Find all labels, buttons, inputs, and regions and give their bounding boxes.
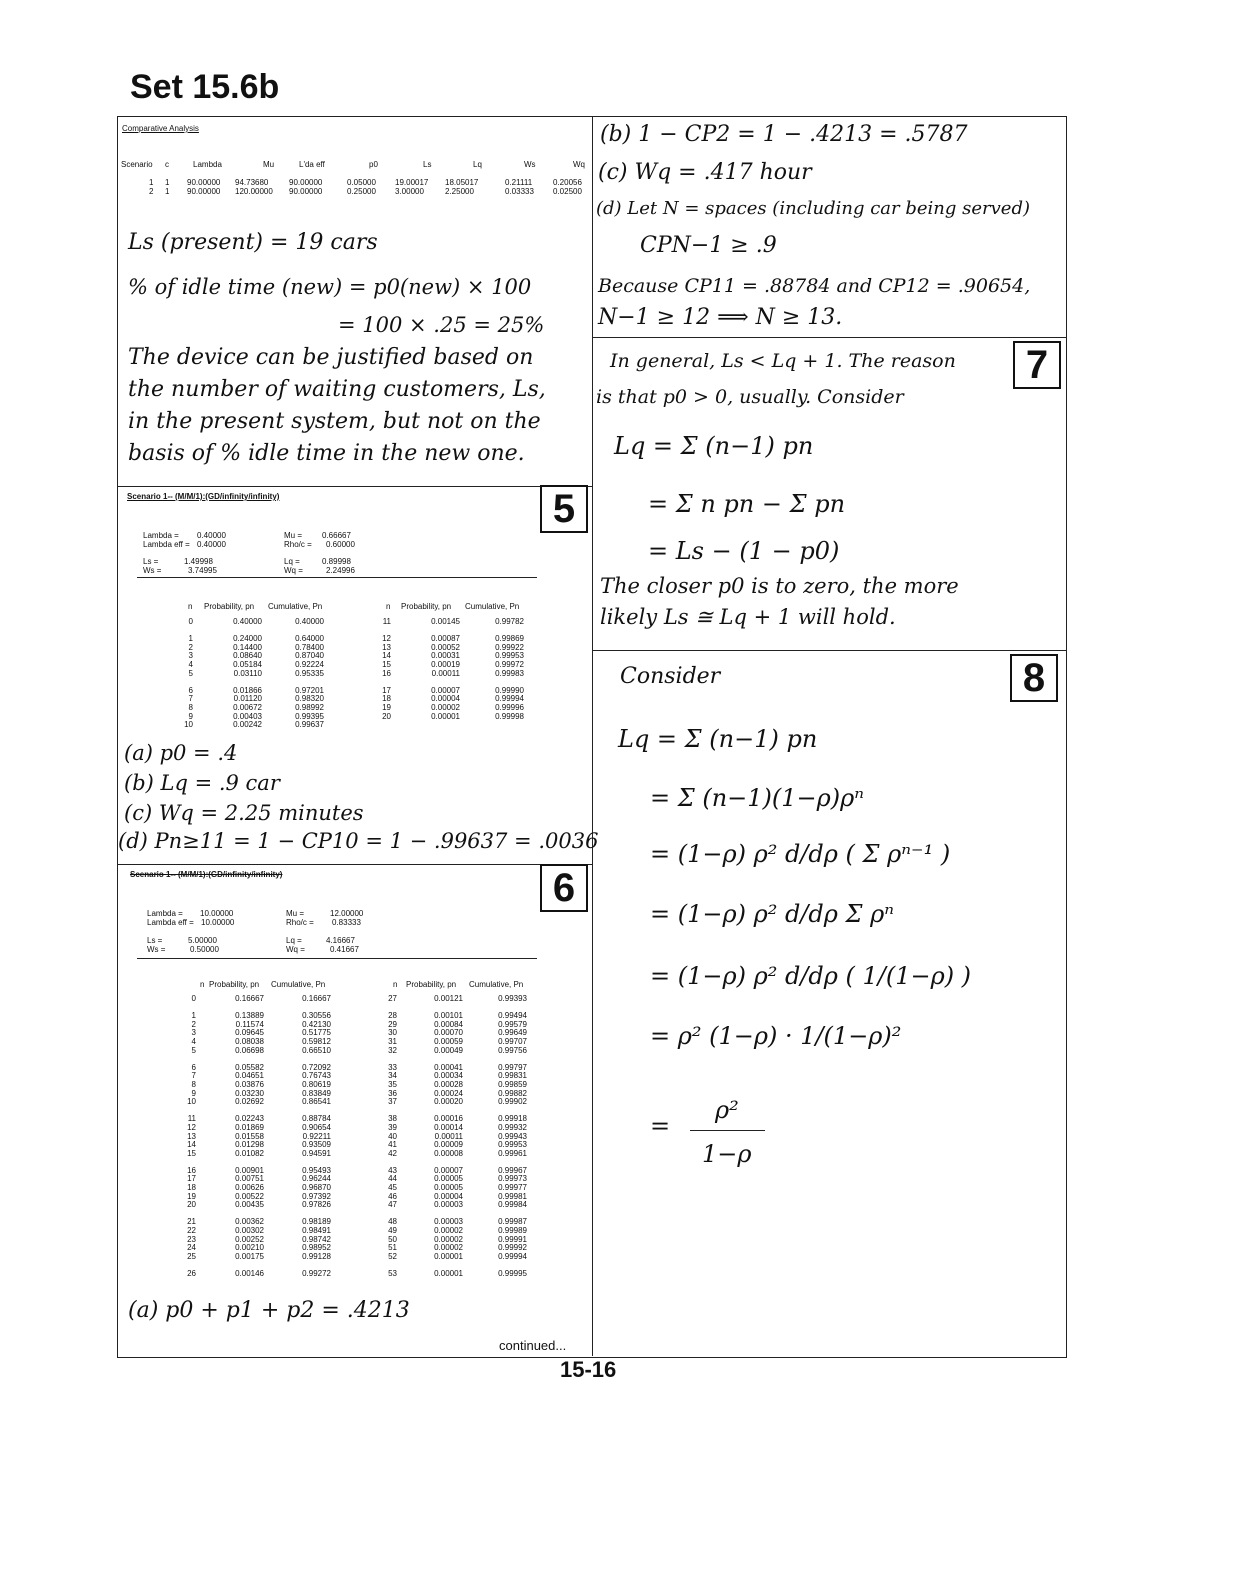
- s6-ws: 0.50000: [190, 945, 219, 954]
- s6-col-p-left: Probability, pn: [209, 980, 260, 989]
- cell: 1: [165, 178, 170, 187]
- s6-cp-condition: CPN−1 ≥ .9: [640, 233, 777, 258]
- s6-lambda-eff: 10.00000: [201, 918, 235, 927]
- s6-mu: 12.00000: [330, 909, 364, 918]
- s5-answer-c: (c) Wq = 2.25 minutes: [124, 801, 364, 825]
- scenario-title-6: Scenario 1-- (M/M/1):(GD/infinity/infinity): [130, 870, 283, 879]
- cell: 90.00000: [289, 187, 323, 196]
- cell: 1: [149, 178, 154, 187]
- s5-lambda-eff: 0.40000: [197, 540, 226, 549]
- divider-left-1: [117, 486, 593, 487]
- problem-badge-5: 5: [540, 485, 588, 533]
- hand-conclusion-2: the number of waiting customers, Ls,: [128, 377, 546, 402]
- cell: 90.00000: [187, 178, 221, 187]
- divider-right-2: [592, 650, 1066, 651]
- s6-answer-d: (d) Let N = spaces (including car being served): [596, 198, 1030, 219]
- cell: 2.25000: [445, 187, 474, 196]
- s6-col-c-right: Cumulative, Pn: [469, 980, 524, 989]
- cell: 0.03333: [505, 187, 534, 196]
- cell: 0.21111: [505, 178, 533, 187]
- s6-wq-label: Wq =: [286, 945, 305, 954]
- s5-col-c-right: Cumulative, Pn: [465, 602, 520, 611]
- s6-p-left: 0.16667 0.13889 0.11574 0.09645 0.08038 0.06698 0.05582 0.04651 0.03876 0.03230 0.02692 0.02243 0.01869 0.01558 0.01298 0.01082 0.00901 0.00751 0.00626 0.00522 0.00435 0.00362 0.00302 0.00252 0.00210 0.00175 0.00146: [235, 994, 264, 1278]
- hand-conclusion-4: basis of % idle time in the new one.: [128, 441, 525, 466]
- s5-n-right: 11 12 13 14 15 16 17 18 19 20: [382, 617, 391, 721]
- s5-ws-label: Ws =: [143, 566, 162, 575]
- s5-n-left: 0 1 2 3 4 5 6 7 8 9 10: [184, 617, 193, 730]
- hand-conclusion-3: in the present system, but not on the: [128, 409, 541, 434]
- s8-line-4: = (1−ρ) ρ² d/dρ Σ ρⁿ: [650, 900, 894, 928]
- s5-rho: 0.60000: [326, 540, 355, 549]
- s6-lq: 4.16667: [326, 936, 355, 945]
- col-scenario: Scenario: [121, 160, 153, 169]
- s6-rho: 0.83333: [332, 918, 361, 927]
- continued-note: continued...: [499, 1338, 567, 1353]
- s6-mu-label: Mu =: [286, 909, 305, 918]
- s5-mu: 0.66667: [322, 531, 351, 540]
- cell: 90.00000: [187, 187, 221, 196]
- s6-n-right: 27 28 29 30 31 32 33 34 35 36 37 38 39 40 41 42 43 44 45 46 47 48 49 50 51 52 53: [388, 994, 397, 1278]
- s5-lambda-eff-label: Lambda eff =: [143, 540, 190, 549]
- s6-lambda-label: Lambda =: [147, 909, 183, 918]
- col-ls: Ls: [423, 160, 432, 169]
- s6-ls-label: Ls =: [147, 936, 163, 945]
- s8-final-numerator: ρ²: [715, 1096, 739, 1124]
- s5-lambda: 0.40000: [197, 531, 226, 540]
- cell: 3.00000: [395, 187, 424, 196]
- col-c: c: [165, 160, 169, 169]
- s6-p-right: 0.00121 0.00101 0.00084 0.00070 0.00059 0.00049 0.00041 0.00034 0.00028 0.00024 0.00020 0.00016 0.00014 0.00011 0.00009 0.00008 0.00007 0.00005 0.00005 0.00004 0.00003 0.00003 0.00002 0.00002 0.00002 0.00001 0.00001: [434, 994, 463, 1278]
- comparative-header: [121, 160, 589, 170]
- s7-line-5: = Ls − (1 − p0): [648, 537, 840, 565]
- s8-line-3: = (1−ρ) ρ² d/dρ ( Σ ρⁿ⁻¹ ): [650, 840, 951, 868]
- problem-badge-6: 6: [540, 864, 588, 912]
- s6-conclusion: N−1 ≥ 12 ⟹ N ≥ 13.: [598, 305, 843, 330]
- s8-line-2: = Σ (n−1)(1−ρ)ρⁿ: [650, 784, 864, 812]
- col-p0: p0: [369, 160, 378, 169]
- s5-wq-label: Wq =: [284, 566, 303, 575]
- cell: 0.20056: [553, 178, 582, 187]
- s5-col-n-left: n: [188, 602, 193, 611]
- s8-line-1: Lq = Σ (n−1) pn: [618, 725, 818, 753]
- s8-line-5: = (1−ρ) ρ² d/dρ ( 1/(1−ρ) ): [650, 962, 972, 990]
- s7-line-6: The closer p0 is to zero, the more: [600, 574, 959, 598]
- s5-ls-label: Ls =: [143, 557, 159, 566]
- col-mu: Mu: [263, 160, 275, 169]
- s8-line-6: = ρ² (1−ρ) · 1/(1−ρ)²: [650, 1022, 902, 1050]
- cell: 18.05017: [445, 178, 479, 187]
- s5-lq: 0.89998: [322, 557, 351, 566]
- col-wq: Wq: [573, 160, 585, 169]
- s6-answer-a: (a) p0 + p1 + p2 = .4213: [128, 1298, 410, 1323]
- col-lda-eff: L'da eff: [299, 160, 325, 169]
- s5-c-right: 0.99782 0.99869 0.99922 0.99953 0.99972 0.99983 0.99990 0.99994 0.99996 0.99998: [495, 617, 524, 721]
- s6-rho-label: Rho/c =: [286, 918, 314, 927]
- cell: 0.05000: [347, 178, 376, 187]
- cell: 0.02500: [553, 187, 582, 196]
- s6-ls: 5.00000: [188, 936, 217, 945]
- s5-lambda-label: Lambda =: [143, 531, 179, 540]
- s6-c-right: 0.99393 0.99494 0.99579 0.99649 0.99707 0.99756 0.99797 0.99831 0.99859 0.99882 0.99902 0.99918 0.99932 0.99943 0.99953 0.99961 0.99967 0.99973 0.99977 0.99981 0.99984 0.99987 0.99989 0.99991 0.99992 0.99994 0.99995: [498, 994, 527, 1278]
- cell: 1: [165, 187, 170, 196]
- cell: 120.00000: [235, 187, 273, 196]
- s5-ws: 3.74995: [188, 566, 217, 575]
- hand-conclusion-1: The device can be justified based on: [128, 345, 534, 370]
- hand-ls-present: Ls (present) = 19 cars: [128, 230, 378, 255]
- col-ws: Ws: [524, 160, 536, 169]
- hand-idle-result: = 100 × .25 = 25%: [338, 313, 545, 337]
- s6-col-p-right: Probability, pn: [406, 980, 457, 989]
- scenario-title-5: Scenario 1-- (M/M/1):(GD/infinity/infinity): [127, 492, 280, 501]
- s8-consider: Consider: [620, 664, 721, 689]
- s6-answer-b: (b) 1 − CP2 = 1 − .4213 = .5787: [600, 122, 968, 147]
- cell: 0.25000: [347, 187, 376, 196]
- s5-p-right: 0.00145 0.00087 0.00052 0.00031 0.00019 0.00011 0.00007 0.00004 0.00002 0.00001: [431, 617, 460, 721]
- s6-col-n-left: n: [200, 980, 205, 989]
- s6-lq-label: Lq =: [286, 936, 302, 945]
- s6-ws-label: Ws =: [147, 945, 166, 954]
- s5-answer-b: (b) Lq = .9 car: [124, 771, 280, 795]
- problem-badge-8: 8: [1010, 654, 1058, 702]
- s8-final-equals: =: [650, 1112, 671, 1140]
- s5-col-p-right: Probability, pn: [401, 602, 452, 611]
- s5-answer-a: (a) p0 = .4: [124, 741, 238, 765]
- divider-right-1: [592, 337, 1066, 338]
- s5-col-n-right: n: [386, 602, 391, 611]
- s5-c-left: 0.40000 0.64000 0.78400 0.87040 0.92224 0.95335 0.97201 0.98320 0.98992 0.99395 0.99637: [295, 617, 324, 730]
- s7-line-2: is that p0 > 0, usually. Consider: [596, 386, 904, 408]
- column-divider: [592, 116, 593, 1356]
- s8-final-denominator: 1−ρ: [702, 1140, 752, 1168]
- table-rule-6: [137, 958, 537, 959]
- s7-line-1: In general, Ls < Lq + 1. The reason: [610, 350, 956, 372]
- table-row: [121, 187, 589, 196]
- s7-line-3: Lq = Σ (n−1) pn: [614, 432, 814, 460]
- page-title: Set 15.6b: [130, 68, 280, 106]
- s7-line-7: likely Ls ≅ Lq + 1 will hold.: [600, 605, 896, 629]
- s5-p-left: 0.40000 0.24000 0.14400 0.08640 0.05184 0.03110 0.01866 0.01120 0.00672 0.00403 0.00242: [233, 617, 262, 730]
- col-lambda: Lambda: [193, 160, 222, 169]
- divider-left-2: [117, 864, 593, 865]
- s6-wq: 0.41667: [330, 945, 359, 954]
- cell: 19.00017: [395, 178, 429, 187]
- s5-lq-label: Lq =: [284, 557, 300, 566]
- s6-because: Because CP11 = .88784 and CP12 = .90654,: [598, 275, 1031, 297]
- comparative-title: Comparative Analysis: [122, 124, 199, 133]
- s5-wq: 2.24996: [326, 566, 355, 575]
- page-number: 15-16: [560, 1357, 617, 1382]
- s6-col-n-right: n: [393, 980, 398, 989]
- s5-ls: 1.49998: [184, 557, 213, 566]
- comparative-table: [121, 160, 589, 196]
- s6-lambda-eff-label: Lambda eff =: [147, 918, 194, 927]
- hand-idle-time: % of idle time (new) = p0(new) × 100: [128, 275, 532, 299]
- s5-answer-d: (d) Pn≥11 = 1 − CP10 = 1 − .99637 = .0036: [118, 829, 599, 853]
- col-lq: Lq: [473, 160, 482, 169]
- s5-col-p-left: Probability, pn: [204, 602, 255, 611]
- s8-fraction-bar: [690, 1130, 765, 1131]
- s6-lambda: 10.00000: [200, 909, 234, 918]
- s5-mu-label: Mu =: [284, 531, 303, 540]
- s7-line-4: = Σ n pn − Σ pn: [648, 490, 846, 518]
- problem-badge-7: 7: [1013, 341, 1061, 389]
- s6-c-left: 0.16667 0.30556 0.42130 0.51775 0.59812 0.66510 0.72092 0.76743 0.80619 0.83849 0.86541 0.88784 0.90654 0.92211 0.93509 0.94591 0.95493 0.96244 0.96870 0.97392 0.97826 0.98189 0.98491 0.98742 0.98952 0.99128 0.99272: [302, 994, 331, 1278]
- cell: 94.73680: [235, 178, 269, 187]
- s6-answer-c: (c) Wq = .417 hour: [598, 160, 812, 185]
- s6-col-c-left: Cumulative, Pn: [271, 980, 326, 989]
- table-rule-5: [137, 577, 537, 578]
- cell: 2: [149, 187, 154, 196]
- cell: 90.00000: [289, 178, 323, 187]
- s5-rho-label: Rho/c =: [284, 540, 312, 549]
- s6-n-left: 0 1 2 3 4 5 6 7 8 9 10 11 12 13 14 15 16 17 18 19 20 21 22 23 24 25 26: [187, 994, 196, 1278]
- table-row: [121, 178, 589, 187]
- s5-col-c-left: Cumulative, Pn: [268, 602, 323, 611]
